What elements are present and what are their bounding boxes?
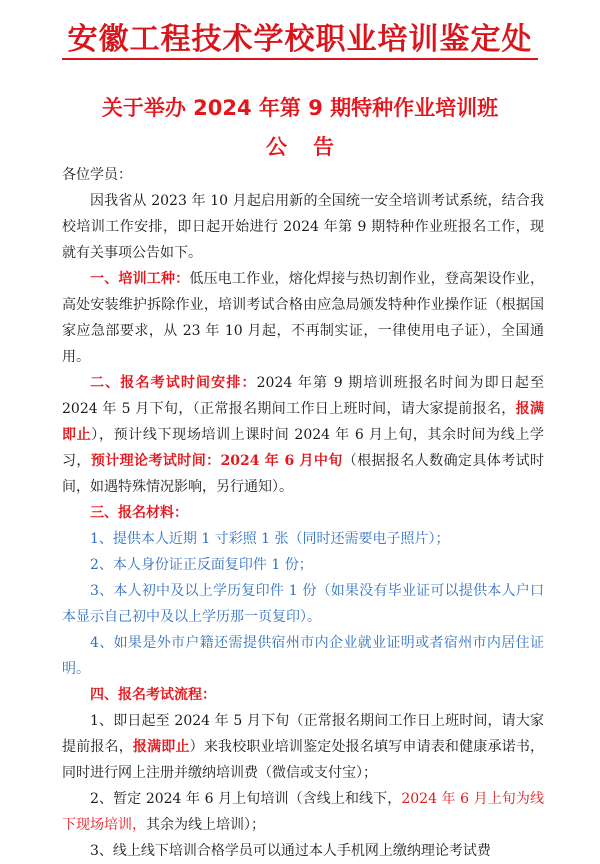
process-step-1: 1、即日起至 2024 年 5 月下旬（正常报名期间工作日上班时间，请大家提前报名，报满即止）来我校职业培训鉴定处报名填写申请表和健康承诺书，同时进行网上注册并缴纳培训费（微信或支付宝）；: [62, 713, 545, 781]
section-2-text-a: 2024 年第 9 期培训班报名时间为即日起至 2024 年 5 月下旬，（正常报名期间工作日上班时间，请大家提前报名，: [62, 375, 545, 417]
materials-item: 1、提供本人近期 1 寸彩照 1 张（同时还需要电子照片）；: [90, 531, 450, 547]
section-training-types: [62, 266, 544, 370]
intro-paragraph: 因我省从 2023 年 10 月起启用新的全国统一安全培训考试系统，结合我校培训工作安排，即日起开始进行 2024 年第 9 期特种作业班报名工作，现就有关事项公告如下。: [62, 193, 544, 261]
materials-item: 2、本人身份证正反面复印件 1 份；: [90, 557, 313, 573]
letterhead: [0, 0, 600, 64]
section-schedule: [62, 370, 544, 500]
section-materials-heading: 三、报名材料：: [90, 505, 188, 521]
process-step-3: 3、线上线下培训合格学员可以通过本人手机网上缴纳理论考试费: [90, 843, 491, 859]
exam-time: 预计理论考试时间：2024 年 6 月中旬: [90, 453, 343, 469]
document-title: 关于举办 2024 年第 9 期特种作业培训班: [101, 96, 499, 120]
section-1-heading: 一、培训工种：: [90, 271, 190, 287]
materials-item: 4、如果是外市户籍还需提供宿州市内企业就业证明或者宿州市内居住证明。: [62, 635, 544, 677]
salutation: 各位学员：: [62, 167, 132, 183]
section-2-text-c: （根据报名人数确定具体考试时间，如遇特殊情况影响，另行通知）。: [62, 453, 545, 495]
document-subtitle: 公告: [266, 135, 360, 159]
process-step-2: 2、暂定 2024 年 6 月上旬培训（含线上和线下，2024 年 6 月上旬为线下现场培训，其余为线上培训）；: [62, 791, 544, 833]
section-process-heading: 四、报名考试流程：: [90, 687, 216, 703]
section-2-heading: 二、报名考试时间安排：: [90, 375, 257, 391]
section-2-text-b: ），预计线下现场培训上课时间 2024 年 6 月上旬，其余时间为线上学习，: [62, 427, 544, 469]
section-1-text: 低压电工作业，熔化焊接与热切割作业，登高架设作业，高处安装维护拆除作业，培训考试合格由应急局颁发特种作业操作证（根据国家应急部要求，从 23 年 10 月起，不再制实证，一律使用电子证），全国通用。: [62, 271, 545, 365]
document-body: [62, 162, 544, 864]
full-notice: 报满即止: [62, 401, 545, 443]
offline-training-note: 2024 年 6 月上旬为线下现场培训，: [62, 791, 544, 833]
full-notice: 报满即止: [132, 739, 190, 755]
org-name: 安徽工程技术学校职业培训鉴定处: [67, 22, 533, 57]
letterhead-rule: [62, 58, 538, 60]
materials-item: 3、本人初中及以上学历复印件 1 份（如果没有毕业证可以提供本人户口本显示自己初中及以上学历那一页复印）。: [62, 583, 544, 625]
